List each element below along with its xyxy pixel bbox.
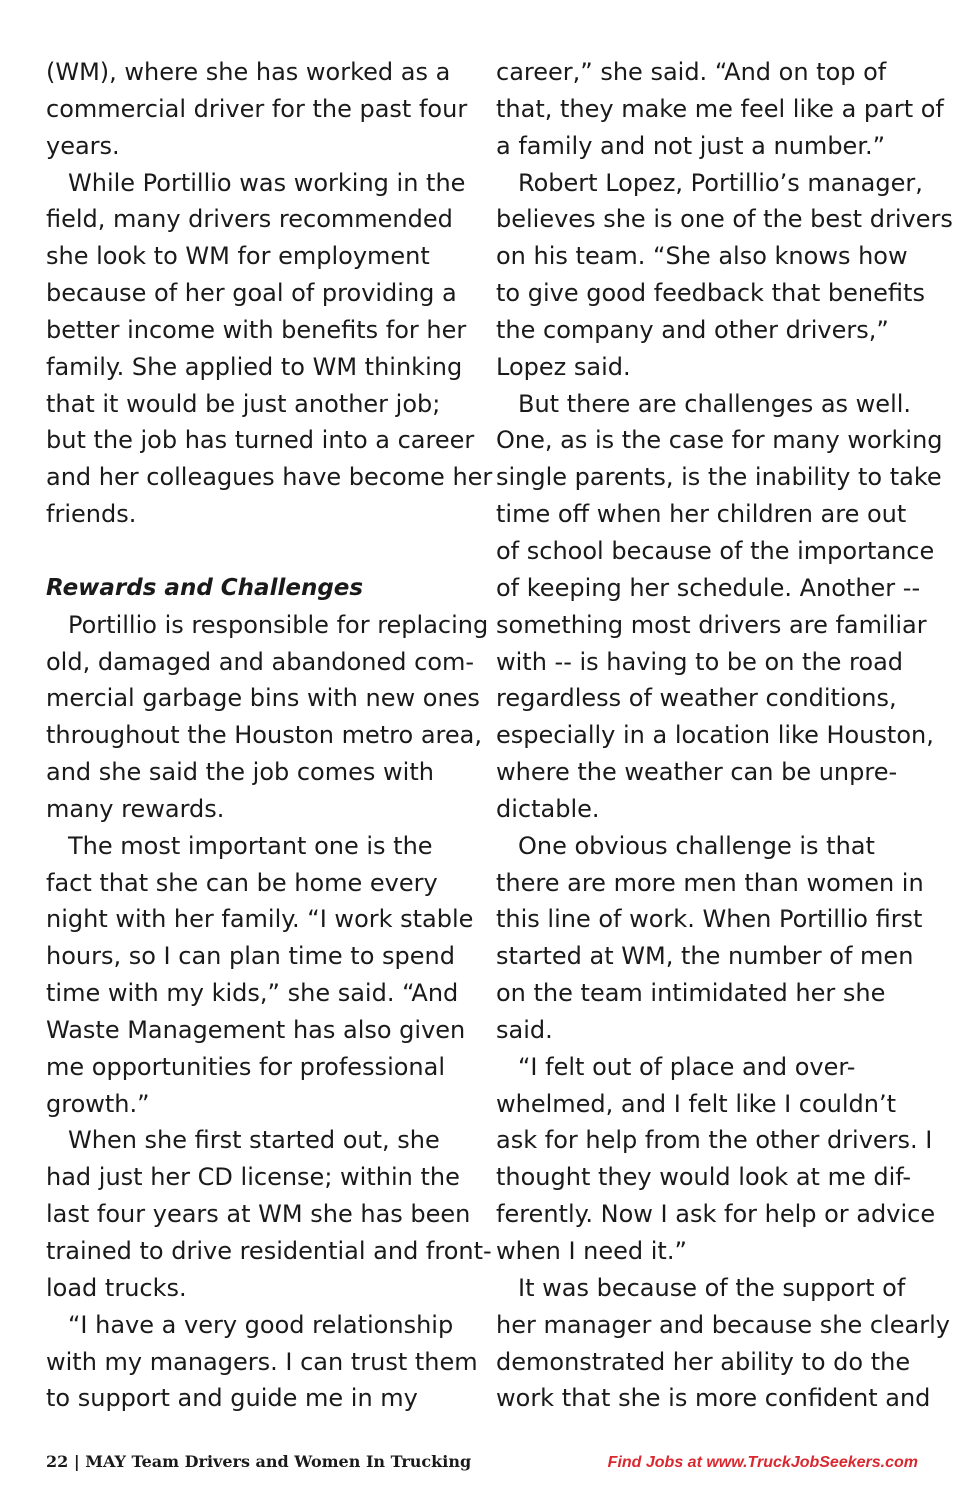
text-line: friends. [46,500,137,529]
text-line: better income with benefits for her [46,315,467,344]
text-line: had just her CD license; within the [46,1163,460,1192]
text-line: trained to drive residential and front- [46,1237,492,1265]
text-line: throughout the Houston metro area, [46,721,482,750]
text-line: ferently. Now I ask for help or advice [496,1200,936,1229]
text-line: dictable. [496,794,600,823]
text-line: but the job has turned into a career [46,426,475,455]
text-line: field, many drivers recommended [46,205,453,234]
text-line: demonstrated her ability to do the [496,1347,911,1376]
text-line: a family and not just a number.” [496,131,886,160]
text-line: believes she is one of the best drivers [496,205,953,234]
text-line: where the weather can be unpre- [496,758,898,787]
text-line: night with her family. “I work stable [46,905,474,934]
paragraph [46,828,474,1123]
paragraph [46,1307,478,1418]
text-line: fact that she can be home every [46,868,438,897]
text-line: to support and guide me in my [46,1384,418,1413]
text-line: family. She applied to WM thinking [46,352,463,381]
text-line: said. [496,1015,553,1044]
text-line: on his team. “She also knows how [496,242,908,271]
paragraph [496,165,953,386]
text-line: on the team intimidated her she [496,979,886,1008]
text-line: One, as is the case for many working [496,426,943,455]
text-line: this line of work. When Portillio first [496,905,923,934]
text-line: there are more men than women in [496,868,924,897]
paragraph [496,386,943,828]
text-line: ask for help from the other drivers. I [496,1126,933,1155]
text-line: thought they would look at me dif- [496,1163,912,1192]
text-line: Portillio is responsible for replacing [68,610,489,639]
text-line: me opportunities for professional [46,1052,445,1081]
text-line: started at WM, the number of men [496,942,914,971]
text-line: that it would be just another job; [46,389,441,418]
paragraph [496,54,944,165]
text-line: Robert Lopez, Portillio’s manager, [518,168,923,197]
text-line: because of her goal of providing a [46,279,457,308]
text-line: time off when her children are out [496,500,907,529]
text-line: (WM), where she has worked as a [46,58,451,86]
text-line: that, they make me feel like a part of [496,94,944,123]
text-line: career,” she said. “And on top of [496,58,887,86]
page-footer-link[interactable]: Find Jobs at www.TruckJobSeekers.com [607,1454,918,1471]
text-line: the company and other drivers,” [496,315,889,344]
text-line: Lopez said. [496,352,631,381]
text-line: single parents, is the inability to take [496,463,942,492]
text-line: last four years at WM she has been [46,1200,471,1229]
text-line: she look to WM for employment [46,242,430,271]
right-column [496,54,953,1417]
text-line: especially in a location like Houston, [496,721,934,750]
text-line: to give good feedback that benefits [496,279,925,308]
paragraph [46,607,489,828]
text-line: “I have a very good relationship [68,1310,454,1339]
text-line: It was because of the support of [518,1273,906,1302]
text-line: time with my kids,” she said. “And [46,979,459,1008]
text-line: Waste Management has also given [46,1015,466,1044]
text-line: when I need it.” [496,1237,687,1265]
section-heading: Rewards and Challenges [46,574,364,601]
text-line: One obvious challenge is that [518,831,875,860]
text-line: “I felt out of place and over- [518,1052,856,1081]
text-line: The most important one is the [68,831,433,860]
text-line: and she said the job comes with [46,758,434,787]
text-line: many rewards. [46,794,225,823]
text-line: her manager and because she clearly [496,1310,950,1339]
text-line: growth.” [46,1089,150,1118]
text-line: old, damaged and abandoned com- [46,647,475,676]
paragraph [496,1049,936,1270]
text-line: regardless of weather conditions, [496,684,897,713]
paragraph [46,1122,492,1306]
text-line: mercial garbage bins with new ones [46,684,480,713]
paragraph [46,165,493,533]
text-line: of school because of the importance [496,536,935,565]
text-line: When she first started out, she [68,1126,440,1155]
text-line: something most drivers are familiar [496,610,927,639]
text-line: commercial driver for the past four [46,94,468,123]
text-line: But there are challenges as well. [518,389,912,418]
text-line: whelmed, and I felt like I couldn’t [496,1089,897,1118]
left-column [46,54,493,1417]
text-line: with my managers. I can trust them [46,1347,478,1376]
text-line: While Portillio was working in the [68,168,466,197]
text-line: load trucks. [46,1273,187,1302]
paragraph [46,54,471,165]
text-line: years. [46,131,120,160]
paragraph [496,828,926,1049]
text-line: of keeping her schedule. Another -- [496,573,921,602]
spacer [46,533,471,570]
text-line: with -- is having to be on the road [496,647,904,676]
text-line: and her colleagues have become her [46,463,493,492]
text-line: work that she is more confident and [496,1384,931,1413]
text-line: hours, so I can plan time to spend [46,942,455,971]
paragraph [496,1270,950,1417]
page-footer-folio: 22 | MAY Team Drivers and Women In Trucking [46,1452,472,1471]
